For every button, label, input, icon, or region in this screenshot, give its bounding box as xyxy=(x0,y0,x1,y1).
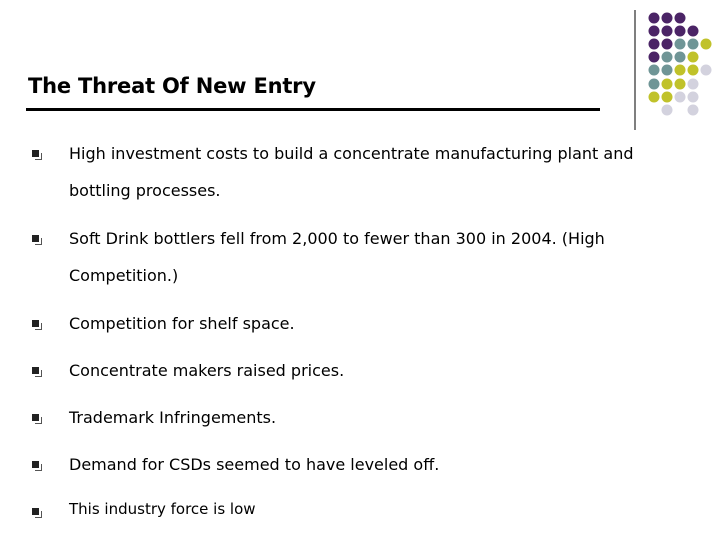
dot xyxy=(675,65,686,76)
slide-title: The Threat Of New Entry xyxy=(28,74,316,98)
bullet-text: This industry force is low xyxy=(69,500,256,518)
dot xyxy=(649,65,660,76)
square-bullet-icon xyxy=(32,508,42,518)
dot xyxy=(688,79,699,90)
square-bullet-icon xyxy=(32,320,42,330)
dot xyxy=(675,52,686,63)
dot xyxy=(662,105,673,116)
title-underline xyxy=(26,108,600,111)
bullet-text-continued: Competition.) xyxy=(69,266,179,285)
dot xyxy=(649,39,660,50)
square-bullet-icon xyxy=(32,461,42,471)
dot xyxy=(662,39,673,50)
dot xyxy=(649,92,660,103)
vertical-divider xyxy=(634,10,636,130)
dot xyxy=(688,52,699,63)
dot xyxy=(675,26,686,37)
square-bullet-icon xyxy=(32,414,42,424)
dot xyxy=(675,79,686,90)
bullet-text: Competition for shelf space. xyxy=(69,314,295,333)
dot xyxy=(649,52,660,63)
bullet-text: Concentrate makers raised prices. xyxy=(69,361,345,380)
bullet-text: Trademark Infringements. xyxy=(69,408,277,427)
dot xyxy=(662,13,673,24)
dot xyxy=(701,39,712,50)
dot xyxy=(675,13,686,24)
dot xyxy=(701,65,712,76)
dot xyxy=(688,65,699,76)
square-bullet-icon xyxy=(32,150,42,160)
dot xyxy=(662,79,673,90)
dot xyxy=(649,26,660,37)
dot xyxy=(649,13,660,24)
dot xyxy=(688,105,699,116)
dot xyxy=(688,39,699,50)
dot xyxy=(675,39,686,50)
dot xyxy=(662,52,673,63)
dot xyxy=(662,65,673,76)
dot xyxy=(662,26,673,37)
bullet-text: Soft Drink bottlers fell from 2,000 to fewer than 300 in 2004. (High xyxy=(69,229,605,248)
dot xyxy=(688,26,699,37)
bullet-text: Demand for CSDs seemed to have leveled off. xyxy=(69,455,440,474)
bullet-text: High investment costs to build a concentrate manufacturing plant and xyxy=(69,144,634,163)
bullet-text-continued: bottling processes. xyxy=(69,181,221,200)
square-bullet-icon xyxy=(32,235,42,245)
dot xyxy=(662,92,673,103)
dot xyxy=(649,79,660,90)
square-bullet-icon xyxy=(32,367,42,377)
dot xyxy=(675,92,686,103)
dot xyxy=(688,92,699,103)
